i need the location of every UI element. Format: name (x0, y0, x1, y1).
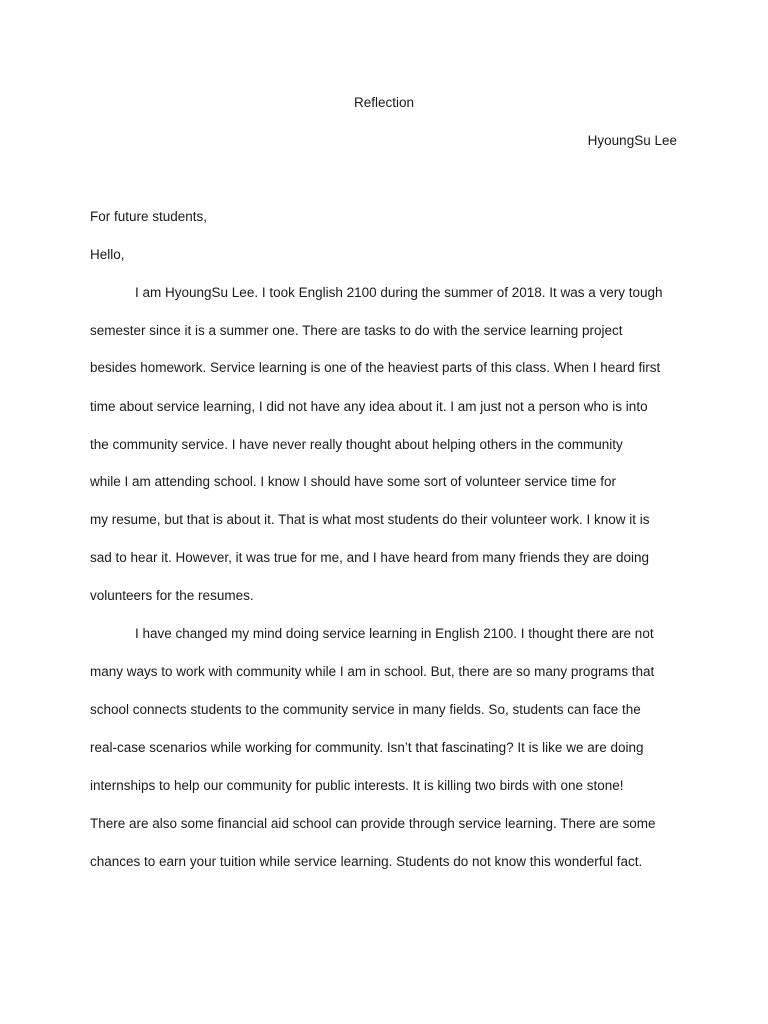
paragraph-1-line: I am HyoungSu Lee. I took English 2100 during the summer of 2018. It was a very tough (135, 285, 663, 300)
paragraph-2-line: There are also some financial aid school can provide through service learning. There are some (90, 816, 656, 831)
author-name: HyoungSu Lee (587, 133, 677, 148)
salutation: For future students, (90, 209, 208, 224)
paragraph-2-line: I have changed my mind doing service learning in English 2100. I thought there are not (135, 626, 654, 641)
paragraph-2-line: school connects students to the community service in many fields. So, students can face the (90, 702, 641, 717)
greeting: Hello, (90, 247, 125, 262)
paragraph-1-line: time about service learning, I did not have any idea about it. I am just not a person who is into (90, 399, 648, 414)
paragraph-1-line: semester since it is a summer one. There are tasks to do with the service learning project (90, 323, 623, 338)
paragraph-1-line: volunteers for the resumes. (90, 588, 254, 603)
paragraph-2-line: real-case scenarios while working for community. Isn’t that fascinating? It is like we are doing (90, 740, 644, 755)
paragraph-2-line: many ways to work with community while I am in school. But, there are so many programs that (90, 664, 655, 679)
paragraph-1-line: while I am attending school. I know I should have some sort of volunteer service time for (90, 474, 617, 489)
paragraph-1-line: sad to hear it. However, it was true for me, and I have heard from many friends they are doing (90, 550, 650, 565)
paragraph-1-line: my resume, but that is about it. That is what most students do their volunteer work. I know it is (90, 512, 650, 527)
paragraph-2-line: chances to earn your tuition while service learning. Students do not know this wonderful fact. (90, 854, 643, 869)
paragraph-1-line: the community service. I have never really thought about helping others in the community (90, 437, 623, 452)
paragraph-1-line: besides homework. Service learning is one of the heaviest parts of this class. When I heard first (90, 360, 661, 375)
document-title: Reflection (353, 95, 415, 110)
paragraph-2-line: internships to help our community for public interests. It is killing two birds with one stone! (90, 778, 624, 793)
